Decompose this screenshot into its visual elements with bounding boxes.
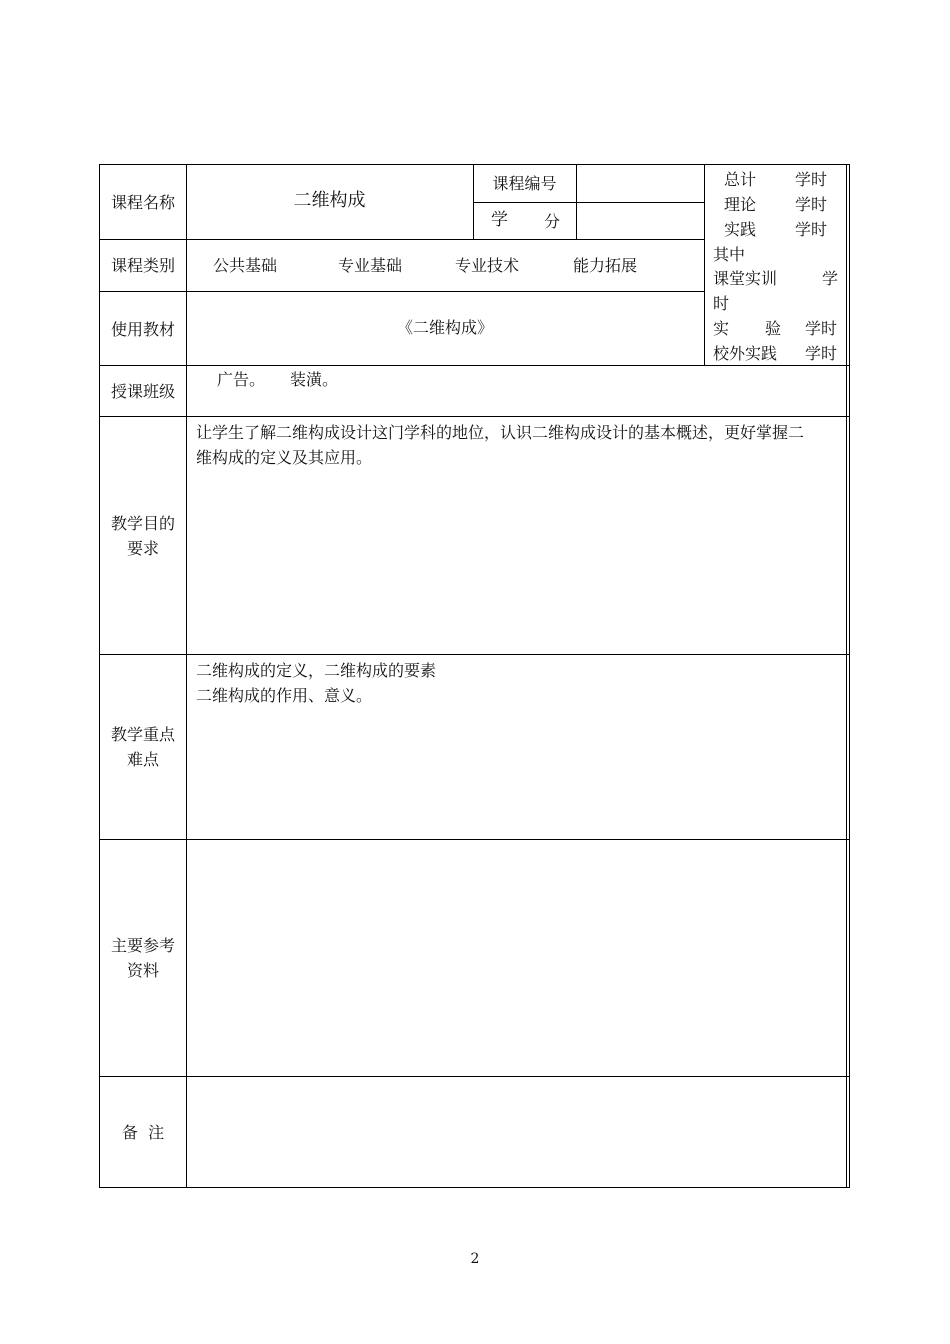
row-divider [100,416,849,417]
row-divider [100,291,704,292]
textbook-label: 使用教材 [110,320,175,339]
class-item: 装潢。 [290,370,339,389]
course-type-label: 课程类别 [110,256,175,275]
course-type-option-ability-expansion[interactable]: 能力拓展 [573,256,638,275]
objectives-line: 维构成的定义及其应用。 [196,448,373,467]
objectives-label: 教学目的 [110,514,175,533]
class-item: 广告。 [217,370,266,389]
course-type-option-professional-foundation[interactable]: 专业基础 [338,256,403,275]
row-divider [100,1076,849,1077]
row-divider [100,839,849,840]
course-code-label: 课程编号 [492,174,557,193]
hours-total-label: 总计 [724,170,757,189]
hours-column-divider [704,165,705,365]
references-label: 主要参考 [110,936,175,955]
credit-label-2: 分 [544,212,561,231]
hours-theory-label: 理论 [724,195,757,214]
key-points-label-2: 难点 [126,750,159,769]
hours-class-training-unit-2: 时 [713,294,730,313]
label-column-divider [186,165,187,1188]
course-name-label: 课程名称 [110,193,175,212]
objectives-label-2: 要求 [126,539,159,558]
row-divider [100,365,849,366]
key-points-label: 教学重点 [110,725,175,744]
remarks-label: 备 注 [121,1123,165,1142]
textbook-value: 《二维构成》 [396,318,493,337]
divider [473,202,704,203]
course-name-value: 二维构成 [293,190,366,211]
key-points-line: 二维构成的作用、意义。 [196,686,373,705]
hours-practice-label: 实践 [724,220,757,239]
hours-offsite-label: 校外实践 [713,344,778,363]
page-number: 2 [470,1251,480,1267]
key-points-line: 二维构成的定义，二维构成的要素 [196,661,437,680]
hours-offsite-unit: 学时 [805,344,838,363]
objectives-line: 让学生了解二维构成设计这门学科的地位，认识二维构成设计的基本概述，更好掌握二 [196,423,805,442]
row-divider [100,654,849,655]
hours-experiment-label-2: 验 [765,319,782,338]
hours-experiment-label-1: 实 [713,319,730,338]
course-type-option-public-foundation[interactable]: 公共基础 [213,256,278,275]
course-type-option-professional-technology[interactable]: 专业技术 [455,256,520,275]
key-points-text [196,658,841,708]
hours-class-training-unit-1: 学 [822,269,839,288]
objectives-text [196,420,841,470]
references-label-2: 资料 [126,961,159,980]
classes-label: 授课班级 [110,382,175,401]
hours-practice-unit: 学时 [795,220,828,239]
credit-label-1: 学 [491,210,508,230]
hours-theory-unit: 学时 [795,195,828,214]
double-border-inner [846,165,847,1188]
hours-total-unit: 学时 [795,170,828,189]
hours-class-training-label: 课堂实训 [713,269,778,288]
course-info-form [99,164,850,1188]
hours-among-label: 其中 [713,245,746,264]
hours-experiment-unit: 学时 [805,319,838,338]
row-divider [100,239,704,240]
